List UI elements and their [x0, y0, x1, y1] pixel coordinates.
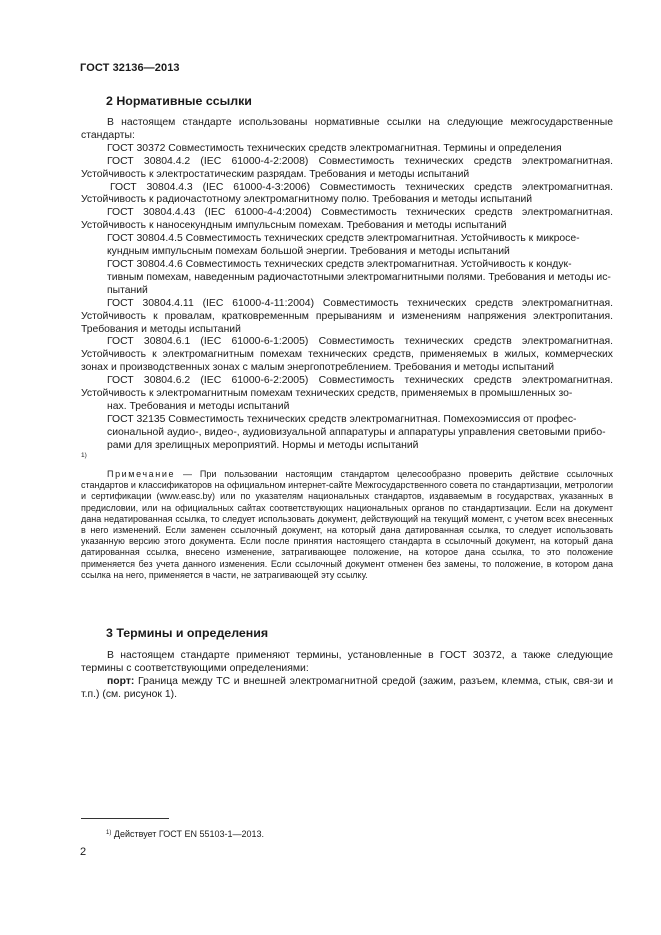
reference-line: нах. Требования и методы испытаний [107, 400, 290, 412]
reference-line: ГОСТ 30804.4.11 (IEC 61000-4-11:2004) Совместимость технических средств электромагнитная. Устойчивость к провалам, кратковременным прерываниям и изменениям напряжения электропитания. Требования и методы испытаний [81, 297, 613, 335]
reference-entry [81, 298, 613, 337]
footnote [106, 829, 264, 839]
footnote-separator [81, 818, 169, 819]
reference-note [81, 469, 613, 581]
reference-entry [81, 336, 613, 375]
reference-line: ГОСТ 30804.4.43 (IEC 61000-4-4:2004) Совместимость технических средств электромагнитная. Устойчивость к наносекундным импульсным помехам. Требования и методы испытаний [81, 207, 613, 232]
note-text: — При пользовании настоящим стандартом целесообразно проверить действие ссылочных стандартов и классификаторов на официальном интернет-сайте Межгосударственного совета по стандартизации, метрологии и сертификации (www.easc.by) или по указателям национальных стандартов, издаваемым в государствах, указанных в предисловии, или на официальных сайтах соответствующих национальных органов по стандартизации. Если на документ дана недатированная ссылка, то следует использовать документ, действующий на текущий момент, с учетом всех внесенных в него изменений. Если заменен ссылочный документ, на который дана датированная ссылка, то следует использовать указанную версию этого документа. Если после принятия настоящего стандарта в ссылочный документ, на который дана датированная ссылка, внесено изменение, затрагивающее положение, на которое дана ссылка, то это положение применяется без учета данного изменения. Если ссылочный документ отменен без замены, то положение, в котором дана ссылка на него, применяется в части, не затрагивающей эту ссылку. [81, 469, 613, 580]
reference-line: ГОСТ 30804.4.3 (IEC 61000-4-3:2006) Совместимость технических средств электромагнитная. Устойчивость к радиочастотному электромагнитному полю. Требования и методы испытаний [81, 181, 613, 206]
reference-line: ГОСТ 30804.4.6 Совместимость технических средств электромагнитная. Устойчивость к кондук- [107, 258, 572, 270]
reference-entry [81, 143, 613, 156]
reference-entry [81, 207, 613, 233]
footnote-text: Действует ГОСТ EN 55103-1—2013. [113, 829, 265, 839]
reference-line: ГОСТ 30372 Совместимость технических средств электромагнитная. Термины и определения [107, 142, 562, 154]
reference-line: кундным импульсным помехам большой энергии. Требования и методы испытаний [107, 246, 510, 258]
reference-line: ГОСТ 30804.4.2 (IEC 61000-4-2:2008) Совместимость технических средств электромагнитная. Устойчивость к электростатическим разрядам. Требования и методы испытаний [81, 155, 613, 180]
reference-line: пытаний [107, 284, 148, 296]
reference-entry [81, 414, 613, 466]
section-3-heading: 3 Термины и определения [106, 626, 269, 640]
terms-intro: В настоящем стандарте применяют термины, установленные в ГОСТ 30372, а также следующие термины с соответствующими определениями: [81, 650, 613, 674]
reference-line: сиональной аудио-, видео-, аудиовизуальной аппаратуры и аппаратуры управления световыми прибо- [107, 426, 606, 438]
normative-references-list [81, 117, 613, 465]
reference-entry [81, 182, 613, 208]
reference-line: ГОСТ 32135 Совместимость технических средств электромагнитная. Помехоэмиссия от профес- [107, 413, 577, 425]
term-port-definition: Граница между ТС и внешней электромагнитной средой (зажим, разъем, клемма, стык, свя-зи и т.п.) (см. рисунок 1). [81, 675, 613, 700]
footnote-reference-mark: 1) [81, 451, 87, 459]
reference-entry [81, 156, 613, 182]
reference-entry [81, 375, 613, 414]
reference-entry [81, 259, 613, 298]
term-definition [81, 676, 613, 702]
reference-line: ГОСТ 30804.6.2 (IEC 61000-6-2:2005) Совместимость технических средств электромагнитная. Устойчивость к электромагнитным помехам технических средств, применяемых в промышленных зо- [81, 375, 613, 400]
page-number: 2 [80, 846, 87, 858]
reference-line: ГОСТ 30804.4.5 Совместимость технических средств электромагнитная. Устойчивость к микросе- [107, 233, 580, 245]
reference-line: тивным помехам, наведенным радиочастотными электромагнитными полями. Требования и методы ис- [107, 271, 611, 283]
section-2-heading: 2 Нормативные ссылки [106, 94, 252, 108]
terms-section-body [81, 650, 613, 702]
reference-entry [81, 117, 613, 143]
footnote-mark: 1) [106, 830, 112, 836]
reference-entry [81, 233, 613, 259]
reference-line: рами для зрелищных мероприятий. Нормы и методы испытаний [107, 439, 419, 451]
note-label: Примечание [107, 469, 176, 479]
reference-line: В настоящем стандарте использованы нормативные ссылки на следующие межгосударственные стандарты: [81, 117, 613, 141]
document-code: ГОСТ 32136—2013 [80, 62, 180, 74]
term-port: порт: [107, 675, 135, 687]
reference-line: ГОСТ 30804.6.1 (IEC 61000-6-1:2005) Совместимость технических средств электромагнитная. Устойчивость к электромагнитным помехам технических средств, применяемых в жилых, коммерческих зонах и производственных зонах с малым энергопотреблением. Требования и методы испытаний [81, 336, 613, 374]
